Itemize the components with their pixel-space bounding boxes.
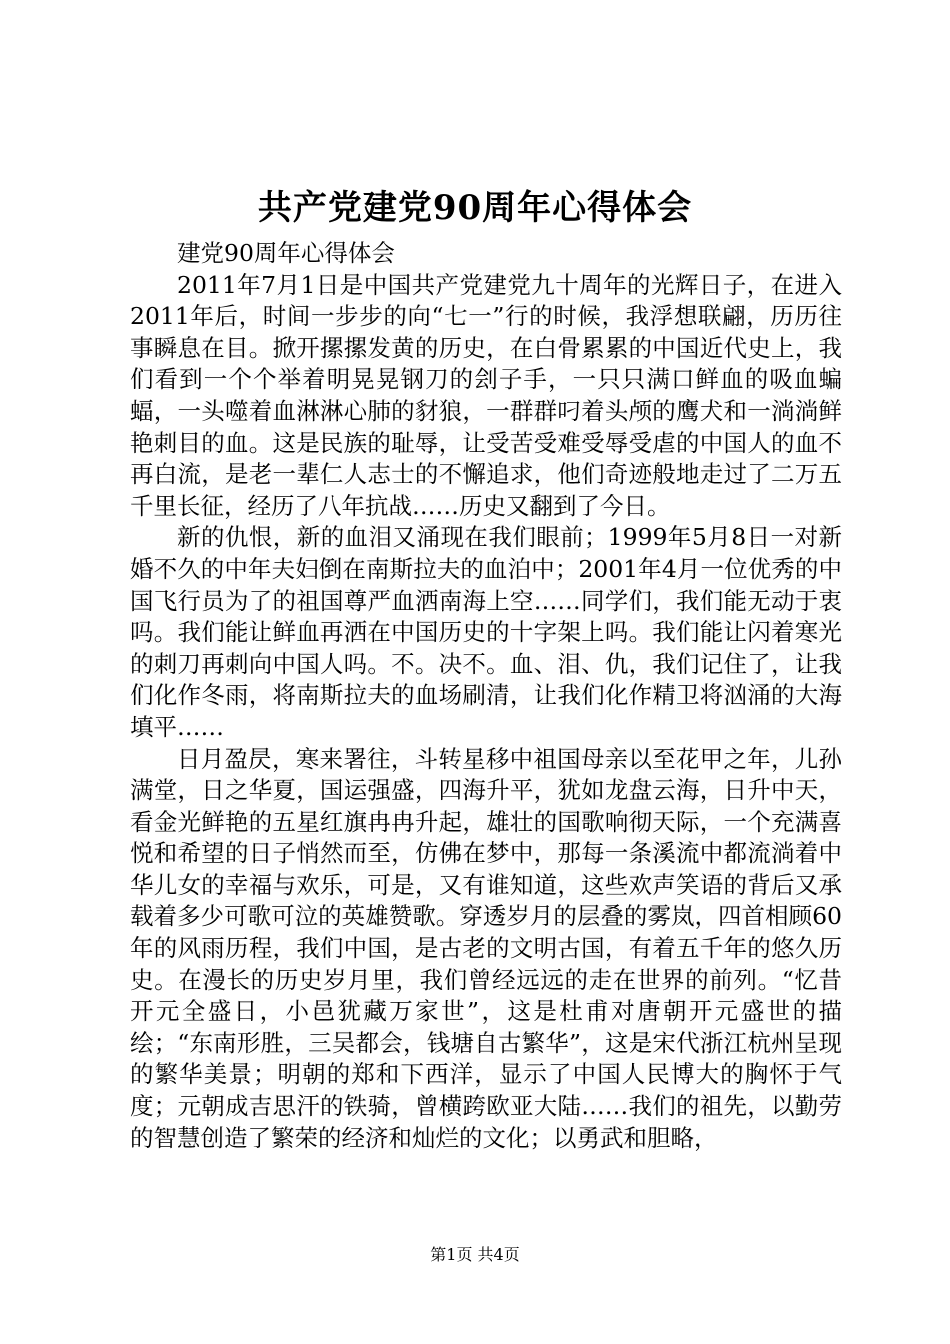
paragraph-subtitle: 建党90周年心得体会	[177, 239, 395, 267]
page-number-footer: 第1页 共4页	[430, 1245, 520, 1264]
document-title: 共产党建党90周年心得体会	[257, 188, 693, 228]
paragraph: 新的仇恨，新的血泪又涌现在我们眼前；1999年5月8日一对新婚不久的中年夫妇倒在南斯拉夫的血泊中；2001年4月一位优秀的中国飞行员为了的祖国尊严血洒南海上空……同学们，我们能无动于衷吗。我们能让鲜血再洒在中国历史的十字架上吗。我们能让闪着寒光的刺刀再刺向中国人吗。不。决不。血、泪、仇，我们记住了，让我们化作冬雨，将南斯拉夫的血场刷清，让我们化作精卫将汹涌的大海填平……	[130, 523, 842, 741]
document-body	[130, 238, 842, 1154]
paragraph: 日月盈昃，寒来署往，斗转星移中祖国母亲以至花甲之年，儿孙满堂，日之华夏，国运强盛，四海升平，犹如龙盘云海，日升中天，看金光鲜艳的五星红旗冉冉升起，雄壮的国歌响彻天际，一个充满喜悦和希望的日子悄然而至，仿佛在梦中，那每一条溪流中都流淌着中华儿女的幸福与欢乐，可是，又有谁知道，这些欢声笑语的背后又承载着多少可歌可泣的英雄赞歌。穿透岁月的层叠的雾岚，四首相顾60年的风雨历程，我们中国，是古老的文明古国，有着五千年的悠久历史。在漫长的历史岁月里，我们曾经远远的走在世界的前列。“忆昔开元全盛日，小邑犹藏万家世”，这是杜甫对唐朝开元盛世的描绘；“东南形胜，三吴都会，钱塘自古繁华”，这是宋代浙江杭州呈现的繁华美景；明朝的郑和下西洋，显示了中国人民博大的胸怀于气度；元朝成吉思汗的铁骑，曾横跨欧亚大陆……我们的祖先，以勤劳的智慧创造了繁荣的经济和灿烂的文化；以勇武和胆略，	[130, 744, 842, 1152]
paragraph: 2011年7月1日是中国共产党建党九十周年的光辉日子，在进入2011年后，时间一步步的向“七一”行的时候，我浮想联翩，历历往事瞬息在目。掀开摞摞发黄的历史，在白骨累累的中国近代史上，我们看到一个个举着明晃晃钢刀的刽子手，一只只满口鲜血的吸血蝙蝠，一头噬着血淋淋心肺的豺狼，一群群叼着头颅的鹰犬和一淌淌鲜艳刺目的血。这是民族的耻辱，让受苦受难受辱受虐的中国人的血不再白流，是老一辈仁人志士的不懈追求，他们奇迹般地走过了二万五千里长征，经历了八年抗战……历史又翻到了今日。	[130, 270, 842, 520]
